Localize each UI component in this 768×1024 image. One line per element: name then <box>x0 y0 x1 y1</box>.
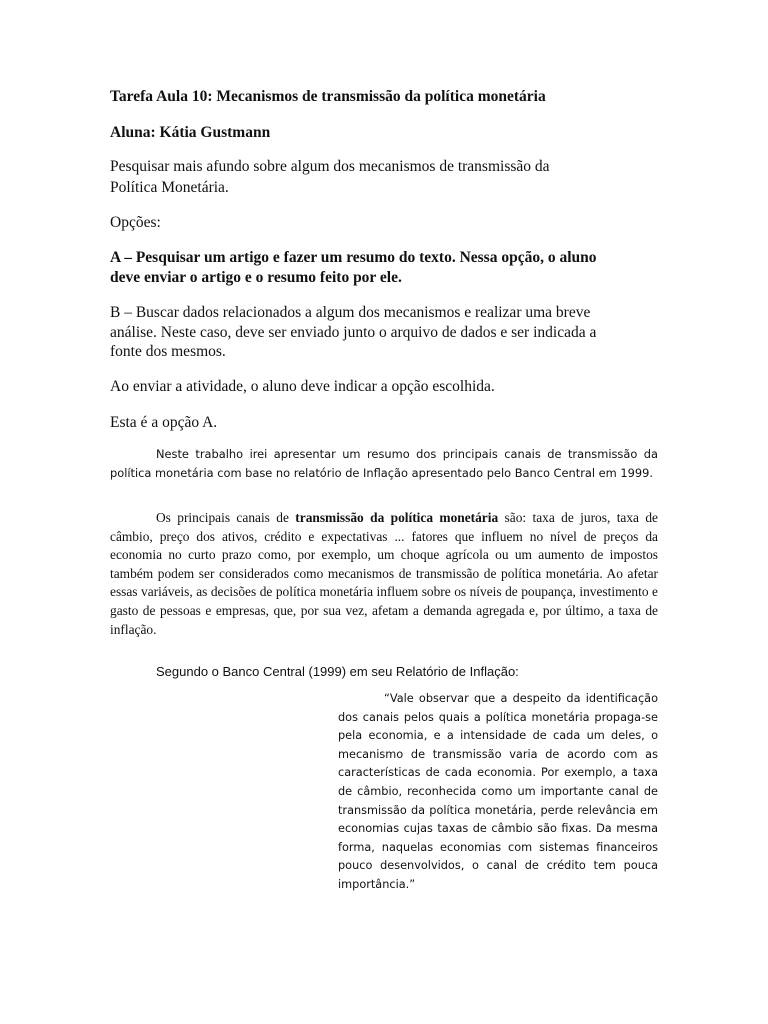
instructions-line-1: Pesquisar mais afundo sobre algum dos mecanismos de transmissão da <box>110 158 550 175</box>
option-b-line-1: B – Buscar dados relacionados a algum dos mecanismos e realizar uma breve <box>110 304 591 321</box>
body-paragraph <box>110 509 658 639</box>
source-line: Segundo o Banco Central (1999) em seu Relatório de Inflação: <box>156 664 519 679</box>
document-title: Tarefa Aula 10: Mecanismos de transmissão da política monetária <box>110 88 546 105</box>
option-b-line-3: fonte dos mesmos. <box>110 343 226 360</box>
intro-paragraph: Neste trabalho irei apresentar um resumo dos principais canais de transmissão da política monetária com base no relatório de Inflação apresentado pelo Banco Central em 1999. <box>110 447 658 480</box>
body-paragraph-bold-term: transmissão da política monetária <box>295 510 499 525</box>
chosen-option: Esta é a opção A. <box>110 414 218 431</box>
body-paragraph-rest: são: taxa de juros, taxa de câmbio, preço dos ativos, crédito e expectativas ... fatores que influem no nível de preços da economia no curto prazo como, por exemplo, um choque agrícola ou um aumento de impostos também podem ser considerados como mecanismos de transmissão de política monetária. Ao afetar essas variáveis, as decisões de política monetária influem sobre os níveis de poupança, investimento e gasto de pessoas e empresas, que, por sua vez, afetam a demanda agregada e, por último, a taxa de inflação. <box>110 510 659 637</box>
instructions-line-2: Política Monetária. <box>110 179 229 196</box>
option-b-line-2: análise. Neste caso, deve ser enviado junto o arquivo de dados e ser indicada a <box>110 324 597 341</box>
option-a-line-2: deve enviar o artigo e o resumo feito por ele. <box>110 269 402 286</box>
option-a-line-1: A – Pesquisar um artigo e fazer um resumo do texto. Nessa opção, o aluno <box>110 249 597 266</box>
body-paragraph-start: Os principais canais de <box>156 510 296 525</box>
block-quote: “Vale observar que a despeito da identificação dos canais pelos quais a política monetária propaga-se pela economia, e a intensidade de cada um deles, o mecanismo de transmissão varia de acordo com as características de cada economia. Por exemplo, a taxa de câmbio, reconhecida como um importante canal de transmissão da política monetária, perde relevância em economias cujas taxas de câmbio são fixas. Da mesma forma, naquelas economias com sistemas financeiros pouco desenvolvidos, o canal de crédito tem pouca importância.” <box>338 692 658 891</box>
student-name: Aluna: Kátia Gustmann <box>110 124 271 141</box>
submit-note: Ao enviar a atividade, o aluno deve indicar a opção escolhida. <box>110 378 495 395</box>
intro-paragraph-block <box>110 445 658 483</box>
body-paragraph-block <box>110 509 658 639</box>
options-label: Opções: <box>110 214 161 231</box>
